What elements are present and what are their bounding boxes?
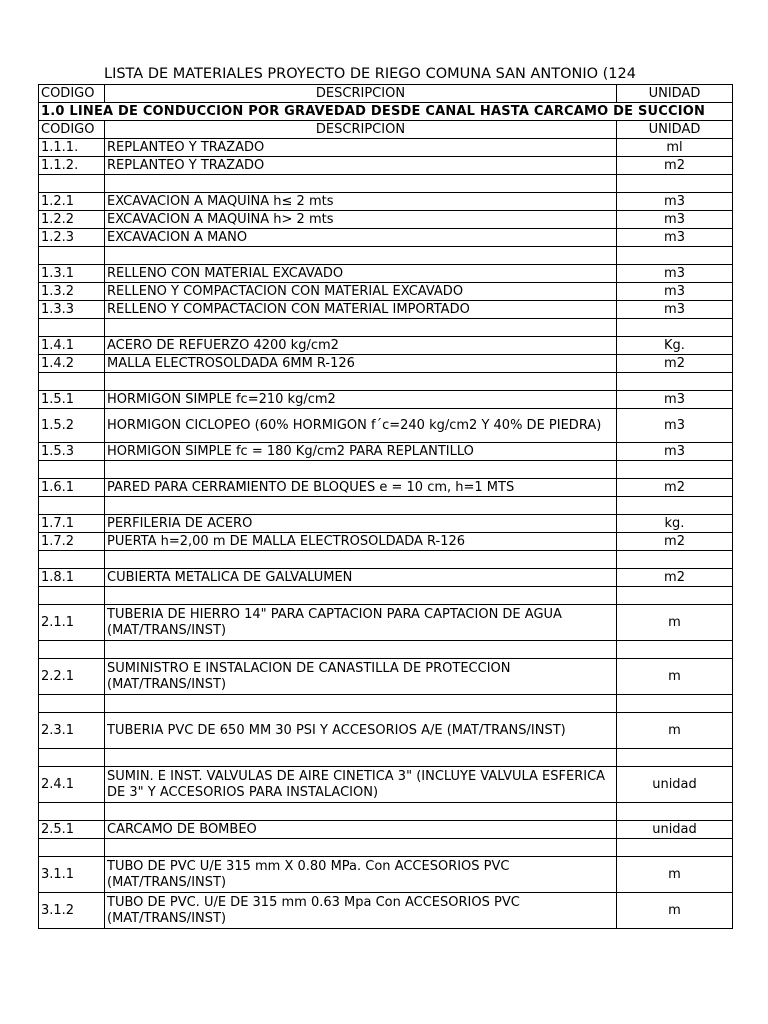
code-cell[interactable]: 1.7.2 bbox=[39, 533, 105, 551]
table-row bbox=[39, 301, 733, 319]
table-row bbox=[39, 821, 733, 839]
table-row bbox=[39, 533, 733, 551]
unit-cell[interactable] bbox=[617, 373, 733, 391]
description-cell[interactable]: ACERO DE REFUERZO 4200 kg/cm2 bbox=[105, 337, 617, 355]
table-row bbox=[39, 229, 733, 247]
table-row bbox=[39, 515, 733, 533]
empty-row bbox=[39, 695, 733, 713]
description-cell[interactable]: EXCAVACION A MANO bbox=[105, 229, 617, 247]
table-row bbox=[39, 355, 733, 373]
header-unidad[interactable]: UNIDAD bbox=[617, 121, 733, 139]
unit-cell[interactable]: m3 bbox=[617, 283, 733, 301]
description-cell[interactable]: REPLANTEO Y TRAZADO bbox=[105, 157, 617, 175]
code-cell[interactable]: 1.1.2. bbox=[39, 157, 105, 175]
code-cell[interactable]: 1.3.3 bbox=[39, 301, 105, 319]
table-row bbox=[39, 767, 733, 803]
description-cell[interactable] bbox=[105, 319, 617, 337]
code-cell[interactable]: 1.5.3 bbox=[39, 443, 105, 461]
unit-cell[interactable] bbox=[617, 695, 733, 713]
table-row bbox=[39, 265, 733, 283]
code-cell[interactable]: 2.4.1 bbox=[39, 767, 105, 803]
description-cell[interactable]: RELLENO Y COMPACTACION CON MATERIAL IMPORTADO bbox=[105, 301, 617, 319]
code-cell[interactable] bbox=[39, 175, 105, 193]
unit-cell[interactable]: m bbox=[617, 605, 733, 641]
description-cell[interactable]: TUBERIA DE HIERRO 14" PARA CAPTACION PARA CAPTACION DE AGUA (MAT/TRANS/INST) bbox=[105, 605, 617, 641]
page-title: LISTA DE MATERIALES PROYECTO DE RIEGO COMUNA SAN ANTONIO (124 bbox=[104, 66, 636, 82]
code-cell[interactable] bbox=[39, 497, 105, 515]
description-cell[interactable] bbox=[105, 247, 617, 265]
unit-cell[interactable] bbox=[617, 641, 733, 659]
description-cell[interactable]: EXCAVACION A MAQUINA h> 2 mts bbox=[105, 211, 617, 229]
unit-cell[interactable] bbox=[617, 803, 733, 821]
table-row bbox=[39, 659, 733, 695]
code-cell[interactable]: 1.6.1 bbox=[39, 479, 105, 497]
empty-row bbox=[39, 319, 733, 337]
description-cell[interactable]: RELLENO Y COMPACTACION CON MATERIAL EXCAVADO bbox=[105, 283, 617, 301]
description-cell[interactable]: SUMINISTRO E INSTALACION DE CANASTILLA DE PROTECCION (MAT/TRANS/INST) bbox=[105, 659, 617, 695]
unit-cell[interactable]: m2 bbox=[617, 157, 733, 175]
code-cell[interactable]: 1.1.1. bbox=[39, 139, 105, 157]
description-cell[interactable] bbox=[105, 695, 617, 713]
code-cell[interactable] bbox=[39, 641, 105, 659]
code-cell[interactable] bbox=[39, 373, 105, 391]
table-row bbox=[39, 391, 733, 409]
description-cell[interactable] bbox=[105, 839, 617, 857]
table-row bbox=[39, 443, 733, 461]
description-cell[interactable]: PUERTA h=2,00 m DE MALLA ELECTROSOLDADA R-126 bbox=[105, 533, 617, 551]
empty-row bbox=[39, 175, 733, 193]
description-cell[interactable]: EXCAVACION A MAQUINA h≤ 2 mts bbox=[105, 193, 617, 211]
code-cell[interactable]: 1.4.1 bbox=[39, 337, 105, 355]
description-cell[interactable] bbox=[105, 497, 617, 515]
description-cell[interactable]: HORMIGON CICLOPEO (60% HORMIGON f´c=240 kg/cm2 Y 40% DE PIEDRA) bbox=[105, 409, 617, 443]
code-cell[interactable]: 1.8.1 bbox=[39, 569, 105, 587]
code-cell[interactable] bbox=[39, 319, 105, 337]
description-cell[interactable]: PERFILERIA DE ACERO bbox=[105, 515, 617, 533]
code-cell[interactable]: 1.7.1 bbox=[39, 515, 105, 533]
header-codigo[interactable]: CODIGO bbox=[39, 121, 105, 139]
empty-row bbox=[39, 641, 733, 659]
unit-cell[interactable]: m bbox=[617, 659, 733, 695]
unit-cell[interactable]: m2 bbox=[617, 355, 733, 373]
unit-cell[interactable]: m bbox=[617, 893, 733, 929]
unit-cell[interactable]: kg. bbox=[617, 515, 733, 533]
description-cell[interactable] bbox=[105, 175, 617, 193]
section-title[interactable]: 1.0 LINEA DE CONDUCCION POR GRAVEDAD DESDE CANAL HASTA CARCAMO DE SUCCION bbox=[39, 103, 733, 121]
code-cell[interactable]: 1.3.2 bbox=[39, 283, 105, 301]
table-row bbox=[39, 337, 733, 355]
table-row bbox=[39, 157, 733, 175]
empty-row bbox=[39, 839, 733, 857]
empty-row bbox=[39, 749, 733, 767]
code-cell[interactable]: 3.1.1 bbox=[39, 857, 105, 893]
unit-cell[interactable]: m bbox=[617, 713, 733, 749]
code-cell[interactable]: 2.3.1 bbox=[39, 713, 105, 749]
table-row bbox=[39, 569, 733, 587]
unit-cell[interactable]: m2 bbox=[617, 569, 733, 587]
description-cell[interactable]: REPLANTEO Y TRAZADO bbox=[105, 139, 617, 157]
header-unidad[interactable]: UNIDAD bbox=[617, 85, 733, 103]
unit-cell[interactable]: m3 bbox=[617, 229, 733, 247]
code-cell[interactable]: 1.3.1 bbox=[39, 265, 105, 283]
unit-cell[interactable] bbox=[617, 749, 733, 767]
description-cell[interactable] bbox=[105, 461, 617, 479]
unit-cell[interactable]: Kg. bbox=[617, 337, 733, 355]
header-descripcion[interactable]: DESCRIPCION bbox=[105, 121, 617, 139]
unit-cell[interactable] bbox=[617, 551, 733, 569]
code-cell[interactable]: 1.5.1 bbox=[39, 391, 105, 409]
unit-cell[interactable] bbox=[617, 319, 733, 337]
description-cell[interactable]: TUBO DE PVC. U/E DE 315 mm 0.63 Mpa Con ACCESORIOS PVC (MAT/TRANS/INST) bbox=[105, 893, 617, 929]
empty-row bbox=[39, 587, 733, 605]
description-cell[interactable] bbox=[105, 641, 617, 659]
code-cell[interactable] bbox=[39, 247, 105, 265]
table-row bbox=[39, 409, 733, 443]
table-row bbox=[39, 283, 733, 301]
code-cell[interactable]: 2.1.1 bbox=[39, 605, 105, 641]
empty-row bbox=[39, 497, 733, 515]
empty-row bbox=[39, 551, 733, 569]
description-cell[interactable] bbox=[105, 749, 617, 767]
header-row-repeat bbox=[39, 121, 733, 139]
unit-cell[interactable]: m bbox=[617, 857, 733, 893]
code-cell[interactable]: 2.5.1 bbox=[39, 821, 105, 839]
table-row bbox=[39, 713, 733, 749]
empty-row bbox=[39, 373, 733, 391]
header-descripcion[interactable]: DESCRIPCION bbox=[105, 85, 617, 103]
code-cell[interactable] bbox=[39, 587, 105, 605]
description-cell[interactable]: TUBERIA PVC DE 650 MM 30 PSI Y ACCESORIOS A/E (MAT/TRANS/INST) bbox=[105, 713, 617, 749]
unit-cell[interactable]: m3 bbox=[617, 391, 733, 409]
description-cell[interactable]: SUMIN. E INST. VALVULAS DE AIRE CINETICA 3" (INCLUYE VALVULA ESFERICA DE 3" Y ACCESORIOS PARA INSTALACION) bbox=[105, 767, 617, 803]
description-cell[interactable]: CUBIERTA METALICA DE GALVALUMEN bbox=[105, 569, 617, 587]
description-cell[interactable]: PARED PARA CERRAMIENTO DE BLOQUES e = 10 cm, h=1 MTS bbox=[105, 479, 617, 497]
table-row bbox=[39, 479, 733, 497]
code-cell[interactable]: 3.1.2 bbox=[39, 893, 105, 929]
table-row bbox=[39, 211, 733, 229]
materials-table bbox=[38, 84, 733, 929]
unit-cell[interactable] bbox=[617, 839, 733, 857]
section-row bbox=[39, 103, 733, 121]
description-cell[interactable] bbox=[105, 551, 617, 569]
table-row bbox=[39, 605, 733, 641]
unit-cell[interactable]: m3 bbox=[617, 301, 733, 319]
unit-cell[interactable]: m3 bbox=[617, 443, 733, 461]
unit-cell[interactable] bbox=[617, 497, 733, 515]
header-codigo[interactable]: CODIGO bbox=[39, 85, 105, 103]
unit-cell[interactable]: m3 bbox=[617, 211, 733, 229]
unit-cell[interactable] bbox=[617, 247, 733, 265]
description-cell[interactable]: CARCAMO DE BOMBEO bbox=[105, 821, 617, 839]
code-cell[interactable] bbox=[39, 695, 105, 713]
code-cell[interactable] bbox=[39, 839, 105, 857]
code-cell[interactable]: 1.2.3 bbox=[39, 229, 105, 247]
code-cell[interactable]: 2.2.1 bbox=[39, 659, 105, 695]
code-cell[interactable]: 1.2.2 bbox=[39, 211, 105, 229]
description-cell[interactable]: MALLA ELECTROSOLDADA 6MM R-126 bbox=[105, 355, 617, 373]
code-cell[interactable] bbox=[39, 461, 105, 479]
unit-cell[interactable]: m3 bbox=[617, 409, 733, 443]
unit-cell[interactable]: m2 bbox=[617, 479, 733, 497]
unit-cell[interactable]: m3 bbox=[617, 265, 733, 283]
unit-cell[interactable] bbox=[617, 587, 733, 605]
table-row bbox=[39, 893, 733, 929]
empty-row bbox=[39, 461, 733, 479]
description-cell[interactable] bbox=[105, 803, 617, 821]
empty-row bbox=[39, 803, 733, 821]
code-cell[interactable]: 1.5.2 bbox=[39, 409, 105, 443]
description-cell[interactable] bbox=[105, 587, 617, 605]
unit-cell[interactable]: ml bbox=[617, 139, 733, 157]
unit-cell[interactable]: unidad bbox=[617, 767, 733, 803]
unit-cell[interactable]: m3 bbox=[617, 193, 733, 211]
empty-row bbox=[39, 247, 733, 265]
description-cell[interactable]: RELLENO CON MATERIAL EXCAVADO bbox=[105, 265, 617, 283]
description-cell[interactable]: TUBO DE PVC U/E 315 mm X 0.80 MPa. Con ACCESORIOS PVC (MAT/TRANS/INST) bbox=[105, 857, 617, 893]
unit-cell[interactable]: unidad bbox=[617, 821, 733, 839]
code-cell[interactable] bbox=[39, 551, 105, 569]
table-row bbox=[39, 857, 733, 893]
description-cell[interactable]: HORMIGON SIMPLE fc = 180 Kg/cm2 PARA REPLANTILLO bbox=[105, 443, 617, 461]
code-cell[interactable] bbox=[39, 803, 105, 821]
table-row bbox=[39, 139, 733, 157]
unit-cell[interactable] bbox=[617, 175, 733, 193]
unit-cell[interactable] bbox=[617, 461, 733, 479]
code-cell[interactable]: 1.2.1 bbox=[39, 193, 105, 211]
header-row bbox=[39, 85, 733, 103]
table-row bbox=[39, 193, 733, 211]
description-cell[interactable]: HORMIGON SIMPLE fc=210 kg/cm2 bbox=[105, 391, 617, 409]
unit-cell[interactable]: m2 bbox=[617, 533, 733, 551]
description-cell[interactable] bbox=[105, 373, 617, 391]
code-cell[interactable] bbox=[39, 749, 105, 767]
code-cell[interactable]: 1.4.2 bbox=[39, 355, 105, 373]
